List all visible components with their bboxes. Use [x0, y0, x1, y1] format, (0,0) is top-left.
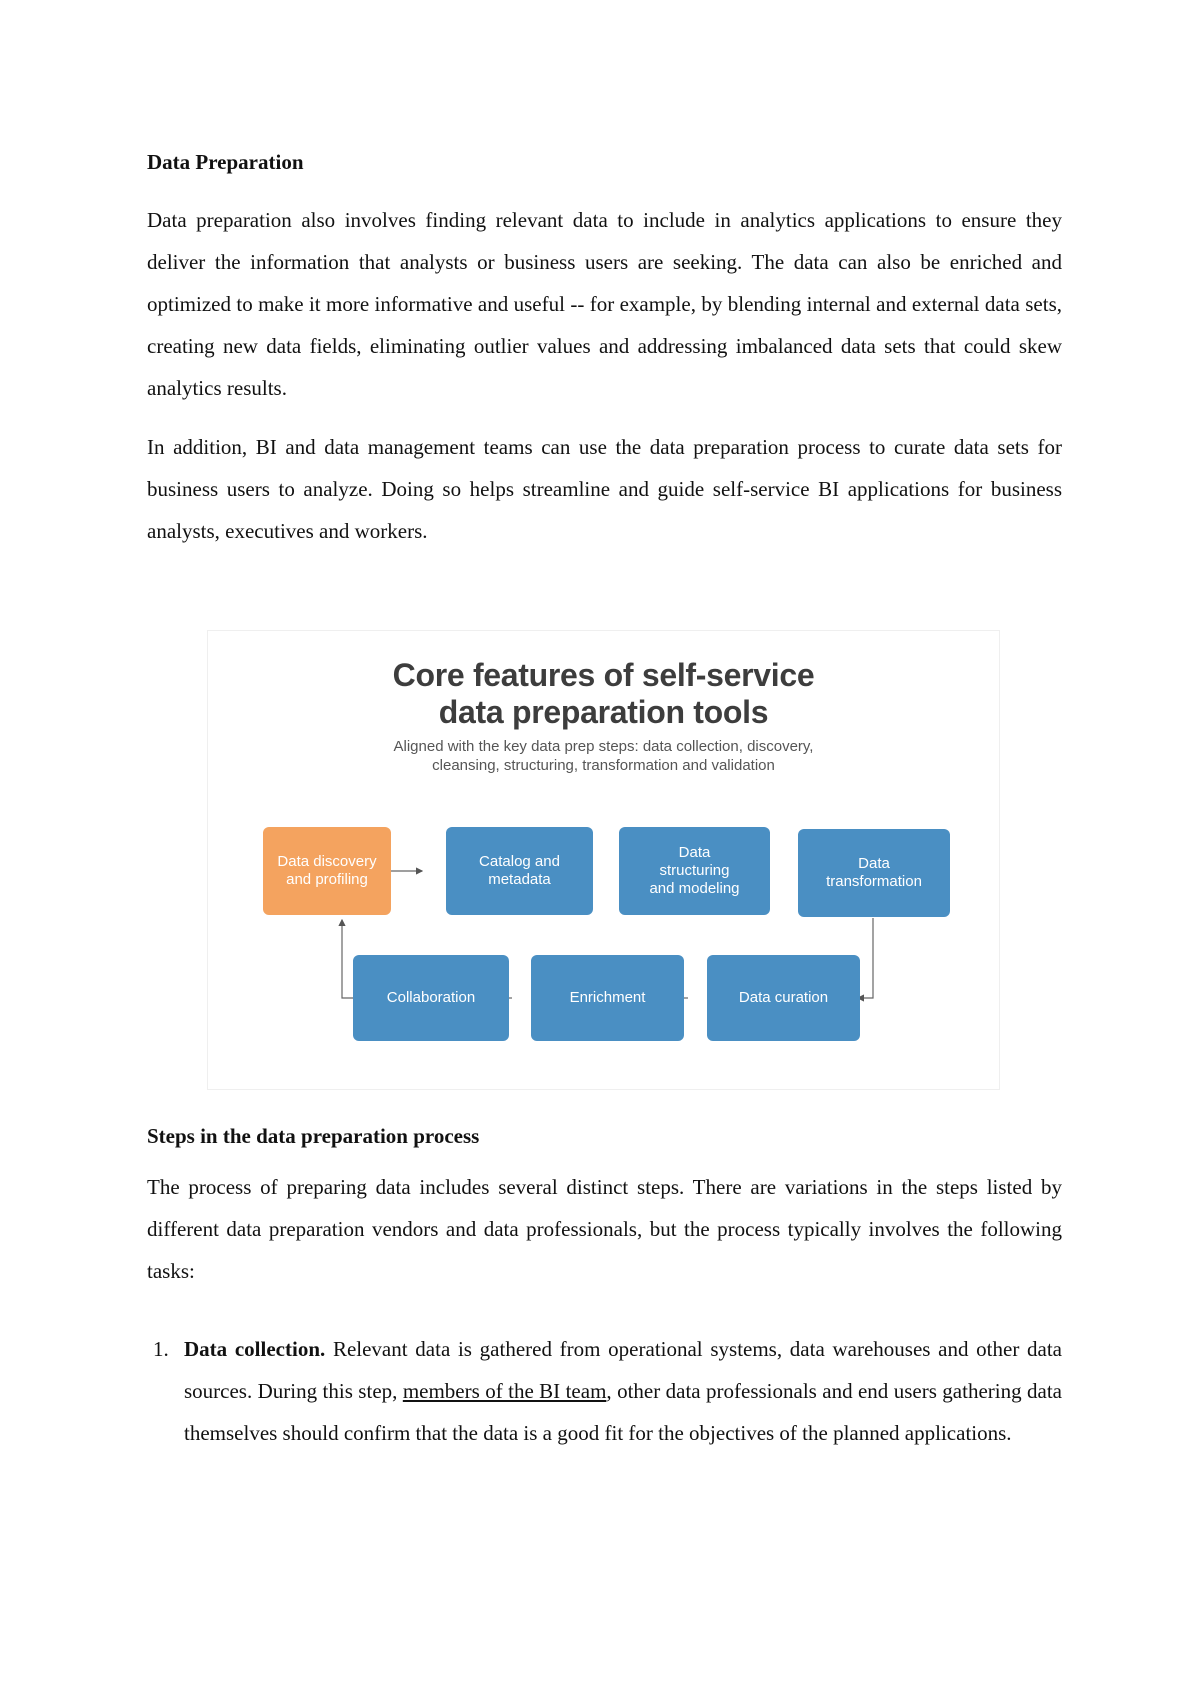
paragraph-text: The process of preparing data includes several distinct steps. There are variations in the steps listed by different data preparation vendors and data professionals, but the process typically involves the following tasks:: [147, 1175, 1062, 1283]
paragraph-text: In addition, BI and data management teams can use the data preparation process to curate data sets for business users to analyze. Doing so helps streamline and guide self-service BI applications for business analysts, executives and workers.: [147, 435, 1062, 543]
node-collaboration: Collaboration: [353, 955, 509, 1041]
arrow-connector: [858, 918, 873, 998]
node-catalog-metadata: Catalog and metadata: [446, 827, 593, 915]
node-enrichment: Enrichment: [531, 955, 684, 1041]
paragraph: [147, 1166, 1062, 1292]
figure-subtitle-line: Aligned with the key data prep steps: data collection, discovery,: [393, 738, 814, 755]
figure-subtitle-line: cleansing, structuring, transformation and validation: [432, 757, 775, 774]
node-data-transformation: Data transformation: [798, 829, 950, 917]
list-item: [184, 1328, 1062, 1454]
paragraph: [147, 199, 1062, 409]
paragraph: [147, 426, 1062, 552]
list-item-term: Data collection.: [184, 1337, 326, 1361]
list-item-text: Relevant data is gathered from operational systems, data warehouses and other data sources. During this step,: [184, 1337, 1062, 1403]
node-data-discovery: Data discovery and profiling: [263, 827, 391, 915]
section-heading: Data Preparation: [147, 150, 304, 174]
figure-title-line: Core features of self-service: [392, 657, 815, 693]
list-number: 1.: [153, 1337, 169, 1361]
figure-title-line: data preparation tools: [438, 694, 769, 730]
node-data-structuring: Data structuring and modeling: [619, 827, 770, 915]
section-heading: Steps in the data preparation process: [147, 1124, 480, 1148]
process-diagram-figure: [207, 630, 1000, 1090]
paragraph-text: Data preparation also involves finding relevant data to include in analytics applications to ensure they deliver the information that analysts or business users are seeking. The data can also be enriched and optimized to make it more informative and useful -- for example, by blending internal and external data sets, creating new data fields, eliminating outlier values and addressing imbalanced data sets that could skew analytics results.: [147, 208, 1062, 400]
list-item-text: , other data professionals and end users gathering data themselves should confirm that the data is a good fit for the objectives of the planned applications.: [184, 1379, 1062, 1445]
team-link[interactable]: members of the BI team: [402, 1379, 607, 1403]
node-data-curation: Data curation: [707, 955, 860, 1041]
